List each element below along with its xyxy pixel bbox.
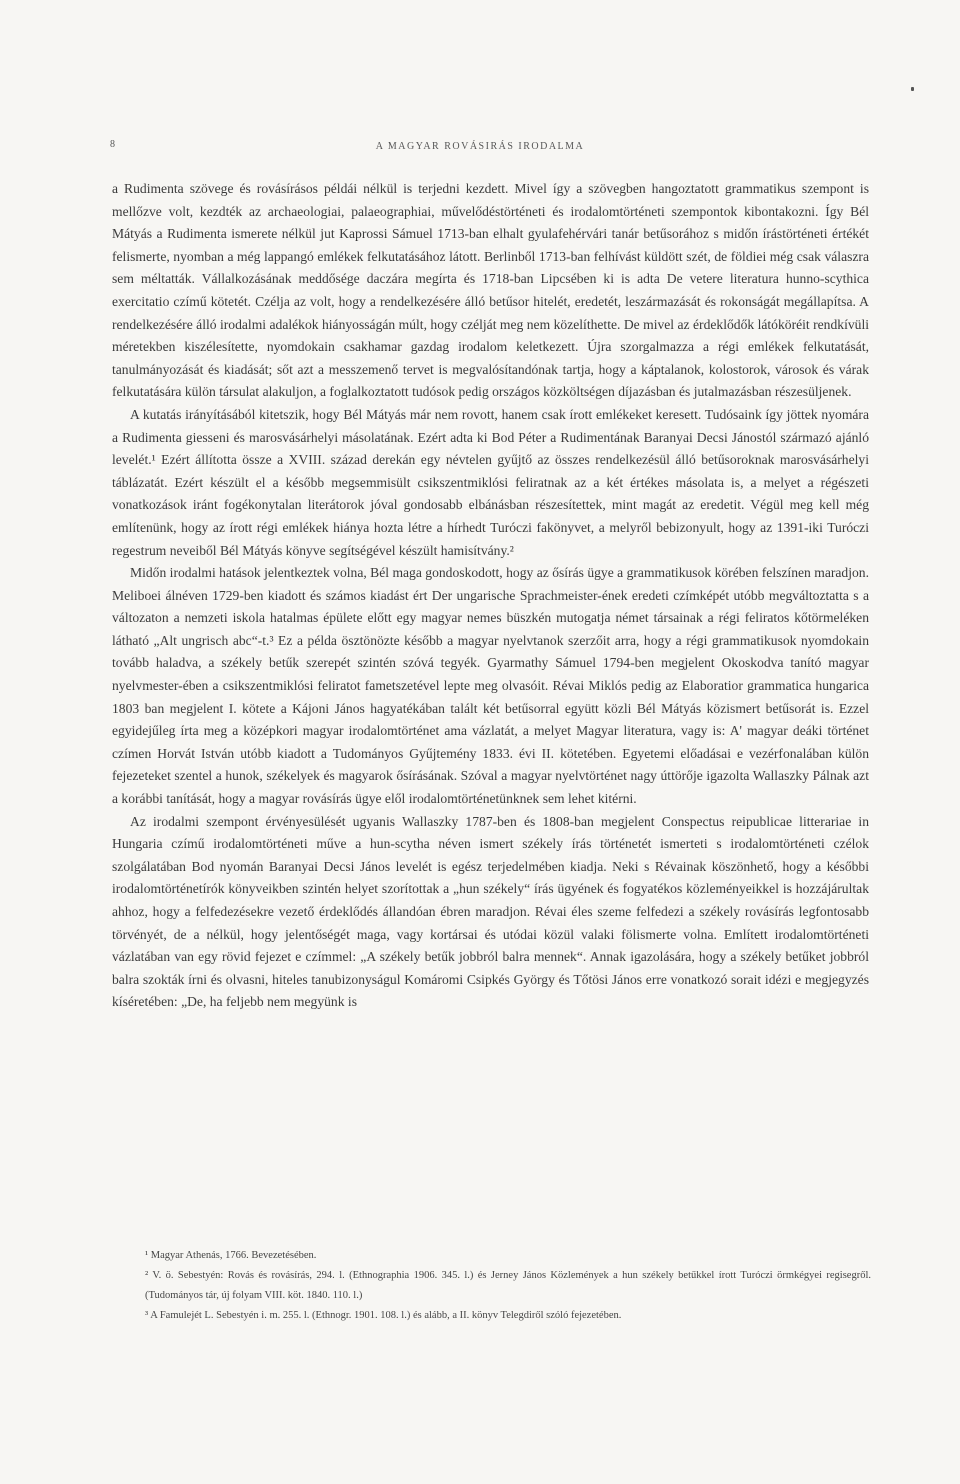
footnotes bbox=[145, 1246, 871, 1326]
ink-speck bbox=[911, 87, 914, 91]
main-text bbox=[112, 178, 869, 1014]
running-title: A MAGYAR ROVÁSIRÁS IRODALMA bbox=[375, 141, 585, 152]
paragraph-4: Az irodalmi szempont érvényesülését ugyanis Wallaszky 1787-ben és 1808-ban megjelent Conspectus reipublicae litterariae in Hungaria czímű irodalomtörténeti műve a hun-scytha néven ismert székely írás történetét ismerteti s irodalomtörténeti czélok szolgálatában Bod nyomán Baranyai Decsi János levelét is egész terjedelmében kiadja. Neki s Révainak köszönhető, hogy a későbbi irodalomtörténetírók könyveikben szintén helyet szorítottak a „hun székely“ írás ügyének és fogyatékos közleményeikkel is hozzájárultak ahhoz, hogy a felfedezésekre vezető érdeklődés állandóan ébren maradjon. Révai éles szeme felfedezi a székely rovásírás legfontosabb törvényét, de a nélkül, hogy jelentőségét maga, vagy kortársai és utódai közül valaki fölismerte volna. Említett irodalomtörténeti vázlatában van egy rövid fejezet e czímmel: „A székely betűk jobbról balra mennek“. Annak igazolására, hogy a székely betűket jobbról balra szokták írni és olvasni, hiteles tanubizonyságul Komáromi Csipkés György és Tőtösi János erre vonatkozó sorait idézi e megjegyzés kíséretében: „De, ha feljebb nem megyünk is bbox=[112, 813, 869, 1010]
running-header bbox=[0, 135, 960, 155]
footnote-3: ³ A Famulejét L. Sebestyén i. m. 255. l. (Ethnogr. 1901. 108. l.) és alább, a II. könyv Telegdiről szóló fejezetében. bbox=[145, 1310, 622, 1321]
paragraph-3: Midőn irodalmi hatások jelentkeztek volna, Bél maga gondoskodott, hogy az ősírás ügye a grammatikusok körében felszínen maradjon. Meliboei álnéven 1729-ben kiadott és számos kiadást ért Der ungarische Sprachmeister-ének eredeti czímképét utóbb megváltoztatta s a változaton a nemzeti iskola hatalmas épülete előtt egy magyar nemes büszkén mutogatja német társainak a régi feliratos kőtörmeléken látható „Alt ungrisch abc“-t.³ Ez a példa ösztönözte később a magyar nyelvtanok szerzőit arra, hogy a régi grammatikusok nyomdokain tovább haladva, a székely betűk szerepét szintén szóvá tegyék. Gyarmathy Sámuel 1794-ben megjelent Okoskodva tanító magyar nyelvmester-ében a csikszentmiklósi feliratot fametszetével lepte meg olvasóit. Révai Miklós pedig az Elaboratior grammatica hungarica 1803 ban megjelent I. kötete a Kájoni János hagyatékában talált két betűsorral együtt közli Bél Mátyás közismert betűsorát is. Ezzel egyidejűleg írta meg a középkori magyar irodalomtörténet ama vázlatát, a melyet Magyar literatura, vagy is: A' magyar deáki történet czímen Horvát István utóbb kiadott a Tudományos Gyűjtemény 1833. évi II. kötetében. Egyetemi előadásai e vezérfonalában külön fejezeteket szentel a hunok, székelyek és magyarok ősírásának. Szóval a magyar nyelvtörténet nagy úttörője igazolta Wallaszky Pálnak azt a korábbi tanítását, hogy a magyar rovásírás ügye elől irodalomtörténetünknek sem lehet kitérni. bbox=[112, 565, 869, 807]
paragraph-1: a Rudimenta szövege és rovásírásos példái nélkül is terjedni kezdett. Mivel így a szövegben hangoztatott grammatikus szempont is mellőzve volt, kezdték az archaeologiai, palaeographiai, művelődéstörténeti és irodalomtörténeti szempontok kibontakozni. Így Bél Mátyás a Rudimenta ismerete nélkül jut Kaprossi Sámuel 1713-ban elhalt gyulafehérvári tanár betűsorához s midőn írástörténeti értékét felismerte, nyomban a még lappangó emlékek felkutatásához látott. Berlinből 1713-ban felhívást küldött szét, de földiei még csak válaszra sem méltatták. Vállalkozásának meddősége daczára megírta és 1718-ban Lipcsében ki is adta De vetere literatura hunno-scythica exercitatio czímű kötetét. Czélja az volt, hogy a rendelkezésére álló betűsor hitelét, eredetét, leszármazását és rokonságát megállapítsa. A rendelkezésére álló irodalmi adalékok hiányosságán múlt, hogy czélját meg nem közelíthette. De mivel az érdeklődők látóköréit rendkívüli méretekben kiszélesítette, nyomdokain csakhamar gazdag irodalom keletkezett. Újra szorgalmazza a régi emlékek felkutatását, tanulmányozását és kiadását; sőt azt a messzemenő tervet is megvalósítandónak tartja, hogy a káptalanok, kolostorok, városok és várak felkutatására külön társulat alakuljon, a foglalkoztatott tudósok pedig országos közköltségen díjazásban és jutalmazásban részesüljenek. bbox=[112, 181, 869, 400]
page-number: 8 bbox=[110, 139, 117, 150]
footnote-1: ¹ Magyar Athenás, 1766. Bevezetésében. bbox=[145, 1250, 317, 1261]
footnote-2: ² V. ö. Sebestyén: Rovás és rovásírás, 294. l. (Ethnographia 1906. 345. l.) és Jerney János Közlemények a hun székely betűkkel írott Turóczi örmkégyei regisegről. (Tudományos tár, új folyam VIII. köt. 1840. 110. l.) bbox=[145, 1270, 871, 1301]
paragraph-2: A kutatás irányításából kitetszik, hogy Bél Mátyás már nem rovott, hanem csak írott emlékeket keresett. Tudósaink így jöttek nyomára a Rudimenta giesseni és marosvásárhelyi másolatának. Ezért adta ki Bod Péter a Rudimentának Baranyai Decsi Jánostól származó ajánló levelét.¹ Ezért állította össze a XVIII. század derekán egy névtelen gyűjtő az összes rendelkezésül álló betűsoroknak marosvásárhelyi táblázatát. Ezért készült el a később megsemmisült csikszentmiklósi feliratnak az a két értékes másolata is, a melyet a régészeti vonatkozások iránt fogékonytalan literátorok jóval gondosabb elbánásban részesítettek, mint magát az eredetit. Végül meg kell még említenünk, hogy az írott régi emlékek hiánya hozta létre a hírhedt Turóczi fakönyvet, a melyről bebizonyult, hogy az 1391-iki Turóczi regestrum neveiből Bél Mátyás könyve segítségével készült hamisítvány.² bbox=[112, 406, 869, 558]
